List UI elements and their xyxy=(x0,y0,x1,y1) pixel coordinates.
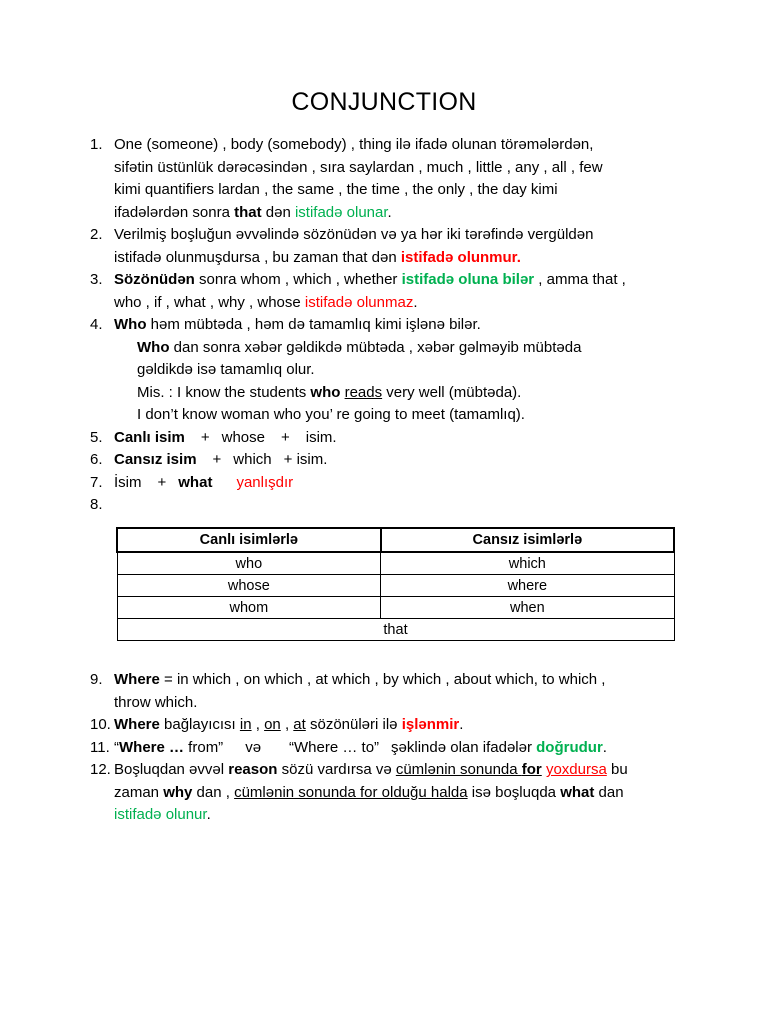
text-segment: , xyxy=(280,716,294,733)
text-segment: + xyxy=(280,428,290,446)
item-text xyxy=(114,669,690,714)
text-segment: ifadələrdən sonra xyxy=(114,203,235,221)
text-segment: dan xyxy=(594,783,624,801)
text-line: gəldikdə isə tamamlıq olur. xyxy=(137,361,315,378)
bold-term: what xyxy=(178,473,213,491)
page-title: CONJUNCTION xyxy=(291,88,477,116)
text-line: kimi quantifiers lardan , the same , the time , the only , the day kimi xyxy=(114,181,558,198)
table-cell: who xyxy=(117,552,381,575)
text-segment: Boşluqdan əvvəl xyxy=(114,761,229,778)
text-segment: , amma that , xyxy=(534,271,626,288)
item-text xyxy=(114,449,690,472)
text-segment: “ xyxy=(114,738,119,756)
red-highlight: istifadə olunmaz xyxy=(304,293,414,311)
bold-term: that xyxy=(234,203,262,221)
item-number: 10. xyxy=(90,716,111,733)
text-line: One (someone) , body (somebody) , thing ilə ifadə olunan törəmələrdən, xyxy=(114,136,594,153)
list-item-9 xyxy=(90,669,690,714)
item-text xyxy=(114,314,690,427)
text-segment: həm mübtəda , həm də tamamlıq kimi işlənə bilər. xyxy=(146,316,481,333)
item-text xyxy=(114,269,690,314)
item-text xyxy=(114,759,690,827)
text-segment: very well (mübtəda). xyxy=(382,383,522,401)
table-cell: whom xyxy=(117,597,381,619)
list-item-7 xyxy=(90,472,690,495)
underlined-term: in xyxy=(239,716,252,733)
bold-term: Canlı isim xyxy=(114,428,185,446)
bold-term: Who xyxy=(114,316,147,333)
bold-term: Where xyxy=(114,716,160,733)
text-segment: . xyxy=(459,716,464,733)
text-segment: . xyxy=(387,203,392,221)
list-item-3 xyxy=(90,269,690,314)
list-item-5 xyxy=(90,427,690,450)
item-number: 11. xyxy=(90,738,110,756)
text-segment: which xyxy=(233,451,272,468)
text-segment: whose xyxy=(221,428,265,446)
list-item-6 xyxy=(90,449,690,472)
table-cell: which xyxy=(381,552,674,575)
item-text xyxy=(114,737,690,760)
underlined-term: for xyxy=(521,761,542,778)
rules-list-top xyxy=(90,134,690,517)
list-item-8 xyxy=(90,494,690,517)
item-text xyxy=(114,134,690,224)
underlined-term: cümlənin sonunda xyxy=(395,761,522,778)
list-item-1 xyxy=(90,134,690,224)
bold-term: Where … xyxy=(119,738,185,756)
conjunction-table xyxy=(116,527,675,641)
green-highlight: istifadə olunur xyxy=(114,806,207,823)
text-segment: “Where … to” xyxy=(289,738,380,756)
item-number: 6. xyxy=(90,451,103,468)
item-number: 4. xyxy=(90,316,103,333)
table-header-cell: Canlı isimlərlə xyxy=(117,528,381,552)
text-segment: + isim. xyxy=(283,451,328,468)
table-footer-cell: that xyxy=(117,619,674,641)
text-segment: istifadə olunmuşdursa , bu zaman that dən xyxy=(114,248,401,266)
table-row xyxy=(117,552,674,575)
underlined-term: reads xyxy=(344,383,383,401)
bold-term: why xyxy=(163,783,193,801)
text-segment: dan sonra xəbər gəldikdə mübtəda , xəbər gəlməyib mübtəda xyxy=(169,338,582,356)
green-highlight: doğrudur xyxy=(536,738,603,756)
text-segment: . xyxy=(413,293,418,311)
text-segment: + xyxy=(212,451,222,468)
item-number: 8. xyxy=(90,496,103,513)
bold-term: Where xyxy=(114,671,160,688)
text-line: sifətin üstünlük dərəcəsindən , sıra saylardan , much , little , any , all , few xyxy=(114,158,603,176)
table-header-row xyxy=(117,528,674,552)
red-highlight: istifadə olunmur. xyxy=(400,248,521,266)
bold-term: who xyxy=(310,383,341,401)
text-segment: . xyxy=(602,738,607,756)
text-segment: Mis. : I know the students xyxy=(137,383,311,401)
item-text xyxy=(114,472,690,495)
list-item-4 xyxy=(90,314,690,427)
text-segment: dan , xyxy=(192,783,235,801)
underlined-term: at xyxy=(293,716,306,733)
text-segment: sözü vardırsa və xyxy=(277,761,396,778)
green-highlight: istifadə olunar xyxy=(294,203,388,221)
table-cell: whose xyxy=(117,575,381,597)
text-segment: zaman xyxy=(114,783,164,801)
text-segment: bağlayıcısı xyxy=(159,716,240,733)
text-segment: + xyxy=(200,428,210,446)
bold-term: Cansız isim xyxy=(114,451,197,468)
text-segment: . xyxy=(206,806,211,823)
bold-term: reason xyxy=(228,761,278,778)
list-item-2 xyxy=(90,224,690,269)
text-segment: from” xyxy=(184,738,224,756)
red-highlight: yanlışdır xyxy=(236,473,294,491)
table-footer-row xyxy=(117,619,674,641)
red-highlight: işlənmir xyxy=(401,716,460,733)
table-row xyxy=(117,597,674,619)
text-segment: who , if , what , why , whose xyxy=(114,293,305,311)
item-number: 1. xyxy=(90,136,103,153)
sub-paragraph xyxy=(114,337,690,427)
list-item-10 xyxy=(90,714,690,737)
table-cell: when xyxy=(381,597,674,619)
bold-term: Who xyxy=(137,338,170,356)
text-segment: dən xyxy=(261,203,295,221)
item-text xyxy=(114,224,690,269)
list-item-11 xyxy=(90,737,690,760)
text-segment: şəklində olan ifadələr xyxy=(391,738,537,756)
underlined-term: on xyxy=(264,716,281,733)
rules-list-bottom xyxy=(90,669,690,827)
red-highlight: yoxdursa xyxy=(545,761,607,778)
item-text xyxy=(114,427,690,450)
item-number: 7. xyxy=(90,473,103,491)
text-segment: isə boşluqda xyxy=(467,783,561,801)
text-segment: sözönüləri ilə xyxy=(305,716,402,733)
item-text xyxy=(114,714,690,737)
text-segment: və xyxy=(245,738,262,756)
bold-term: Sözönüdən xyxy=(114,271,195,288)
table-header-cell: Cansız isimlərlə xyxy=(381,528,674,552)
item-number: 2. xyxy=(90,226,103,243)
text-segment: isim. xyxy=(305,428,337,446)
text-segment: İsim xyxy=(114,473,142,491)
text-segment: bu xyxy=(606,761,628,778)
list-item-12 xyxy=(90,759,690,827)
item-number: 12. xyxy=(90,761,111,778)
text-segment: = in which , on which , at which , by which , about which, to which , xyxy=(159,671,606,688)
item-number: 9. xyxy=(90,671,103,688)
text-line: I don’t know woman who you’ re going to meet (tamamlıq). xyxy=(137,406,525,423)
table-cell: where xyxy=(381,575,674,597)
item-number: 5. xyxy=(90,428,103,446)
bold-term: what xyxy=(560,783,595,801)
item-number: 3. xyxy=(90,271,103,288)
text-line: throw which. xyxy=(114,693,198,711)
table-row xyxy=(117,575,674,597)
text-line: Verilmiş boşluğun əvvəlində sözönüdən və ya hər iki tərəfində vergüldən xyxy=(114,226,594,243)
text-segment: sonra whom , which , whether xyxy=(194,271,402,288)
underlined-term: cümlənin sonunda for olduğu halda xyxy=(234,783,468,801)
green-highlight: istifadə oluna bilər xyxy=(401,271,535,288)
text-segment: , xyxy=(251,716,265,733)
text-segment: + xyxy=(157,473,167,491)
